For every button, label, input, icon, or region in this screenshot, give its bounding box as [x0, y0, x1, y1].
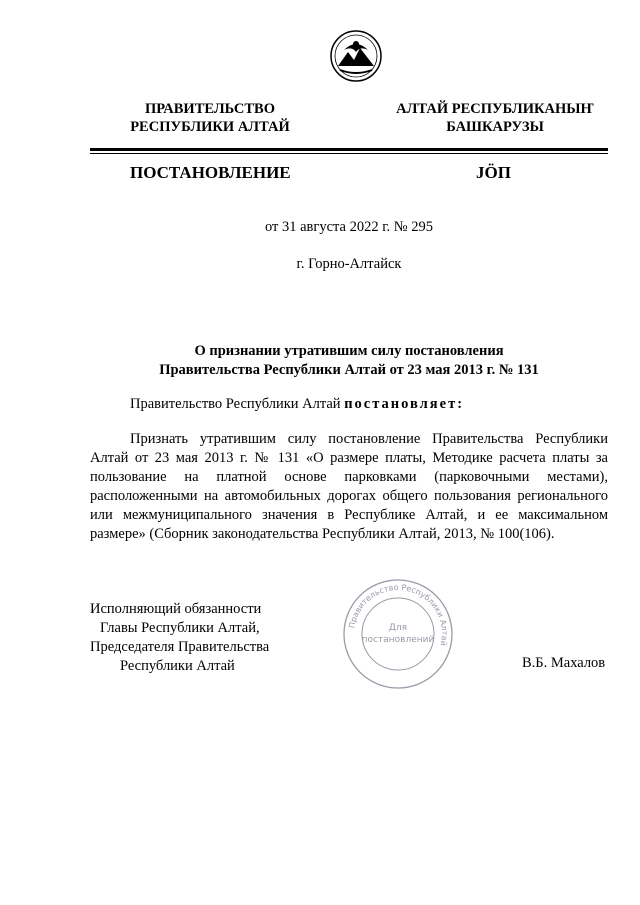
signature-block	[90, 600, 269, 676]
header-divider-thin	[90, 153, 608, 154]
header-left-line2: РЕСПУБЛИКИ АЛТАЙ	[130, 119, 290, 135]
body-paragraph: Признать утратившим силу постановление Правительства Республики Алтай от 23 мая 2013 г. № 131 «О размере платы, Методике расчета платы за пользование на платной основе парковками (парковочными местами), расположенными на автомобильных дорогах общего пользования регионального или межмуниципального значения в Республике Алтай, и ее максимальном размере» (Сборник законодательства Республики Алтай, 2013, № 100(106).	[90, 431, 608, 542]
resolves-subject: Правительство Республики Алтай	[130, 396, 341, 412]
signer-name: В.Б. Махалов	[522, 655, 606, 671]
header-divider-thick	[90, 148, 608, 151]
header-right	[390, 100, 600, 136]
signature-line1: Исполняющий обязанности	[90, 601, 262, 617]
stamp-ring-text: Правительство Республики Алтай	[347, 582, 450, 647]
doc-type-left: ПОСТАНОВЛЕНИЕ	[130, 163, 291, 182]
signature-line3: Председателя Правительства	[90, 639, 270, 655]
resolves-line	[130, 396, 464, 413]
stamp-center-line2: постановлений	[361, 635, 435, 645]
signature-line4: Республики Алтай	[120, 658, 235, 674]
title-line2: Правительства Республики Алтай от 23 мая 2013 г. № 131	[159, 362, 539, 378]
header-left	[110, 100, 310, 136]
city-line: г. Горно-Алтайск	[296, 256, 402, 272]
resolves-verb: постановляет:	[344, 396, 465, 412]
stamp-center-line1: Для	[388, 623, 408, 633]
date-line: от 31 августа 2022 г. № 295	[264, 219, 434, 235]
header-right-line1: АЛТАЙ РЕСПУБЛИКАНЫҤ	[396, 101, 594, 117]
official-stamp	[342, 578, 454, 690]
signature-line2: Главы Республики Алтай,	[100, 620, 260, 636]
coat-of-arms-emblem	[330, 30, 382, 82]
title-line1: О признании утратившим силу постановления	[194, 343, 504, 359]
header-left-line1: ПРАВИТЕЛЬСТВО	[145, 101, 275, 117]
doc-type-right: JÖП	[476, 163, 511, 182]
header-right-line2: БАШКАРУЗЫ	[446, 119, 544, 135]
document-title	[90, 342, 608, 380]
